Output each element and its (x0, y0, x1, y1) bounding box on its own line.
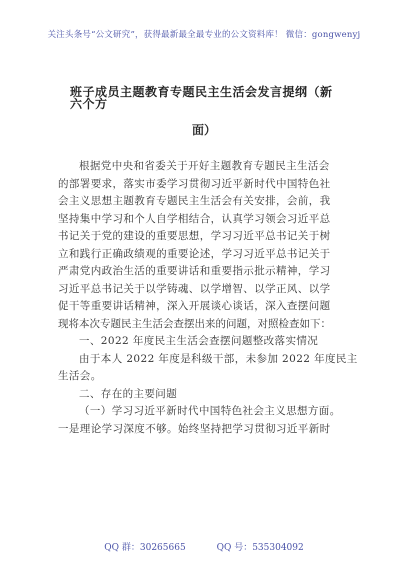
document-title-continued: 面） (191, 123, 216, 137)
header-banner: 关注头条号“公文研究”，获得最新最全最专业的公文资料库！ 微信：gongwenyj (47, 30, 361, 40)
section-heading: 二、存在的主要问题 (79, 387, 178, 400)
footer (0, 540, 408, 553)
footer-qq-group: QQ 群：30265665 (104, 543, 186, 553)
body-line: 的部署要求，落实市委学习贯彻习近平新时代中国特色社 (58, 177, 331, 190)
body-line: 书记关于党的建设的重要思想，学习习近平总书记关于树 (58, 230, 331, 242)
body-line: 由于本人 2022 年度是科级干部，未参加 2022 年度民主 (79, 352, 358, 365)
document-body (58, 158, 358, 438)
section-heading: 一、2022 年度民主生活会查摆问题整改落实情况 (79, 335, 319, 347)
body-line: 一是理论学习深度不够。始终坚持把学习贯彻习近平新时 (58, 422, 331, 435)
body-line: 会主义思想主题教育专题民主生活会有关安排，会前，我 (58, 195, 331, 207)
subsection-heading: （一）学习习近平新时代中国特色社会主义思想方面。 (79, 405, 341, 417)
document-title: 班子成员主题教育专题民主生活会发言提纲（新六个方 (70, 85, 333, 111)
footer-qq-number: QQ 号：535304092 (216, 543, 304, 553)
body-line: 习近平总书记关于以学铸魂、以学增智、以学正风、以学 (58, 282, 331, 295)
body-line: 根据党中央和省委关于开好主题教育专题民主生活会 (79, 160, 330, 172)
body-line: 现将本次专题民主生活会查摆出来的问题，对照检查如下： (58, 317, 331, 330)
body-line: 生活会。 (58, 370, 102, 382)
body-line: 坚持集中学习和个人自学相结合，认真学习领会习近平总 (58, 212, 331, 225)
body-line: 促干等重要讲话精神，深入开展谈心谈话，深入查摆问题 (58, 300, 331, 312)
body-line: 立和践行正确政绩观的重要论述，学习习近平总书记关于 (58, 247, 331, 260)
body-line: 严肃党内政治生活的重要讲话和重要指示批示精神，学习 (58, 265, 331, 277)
